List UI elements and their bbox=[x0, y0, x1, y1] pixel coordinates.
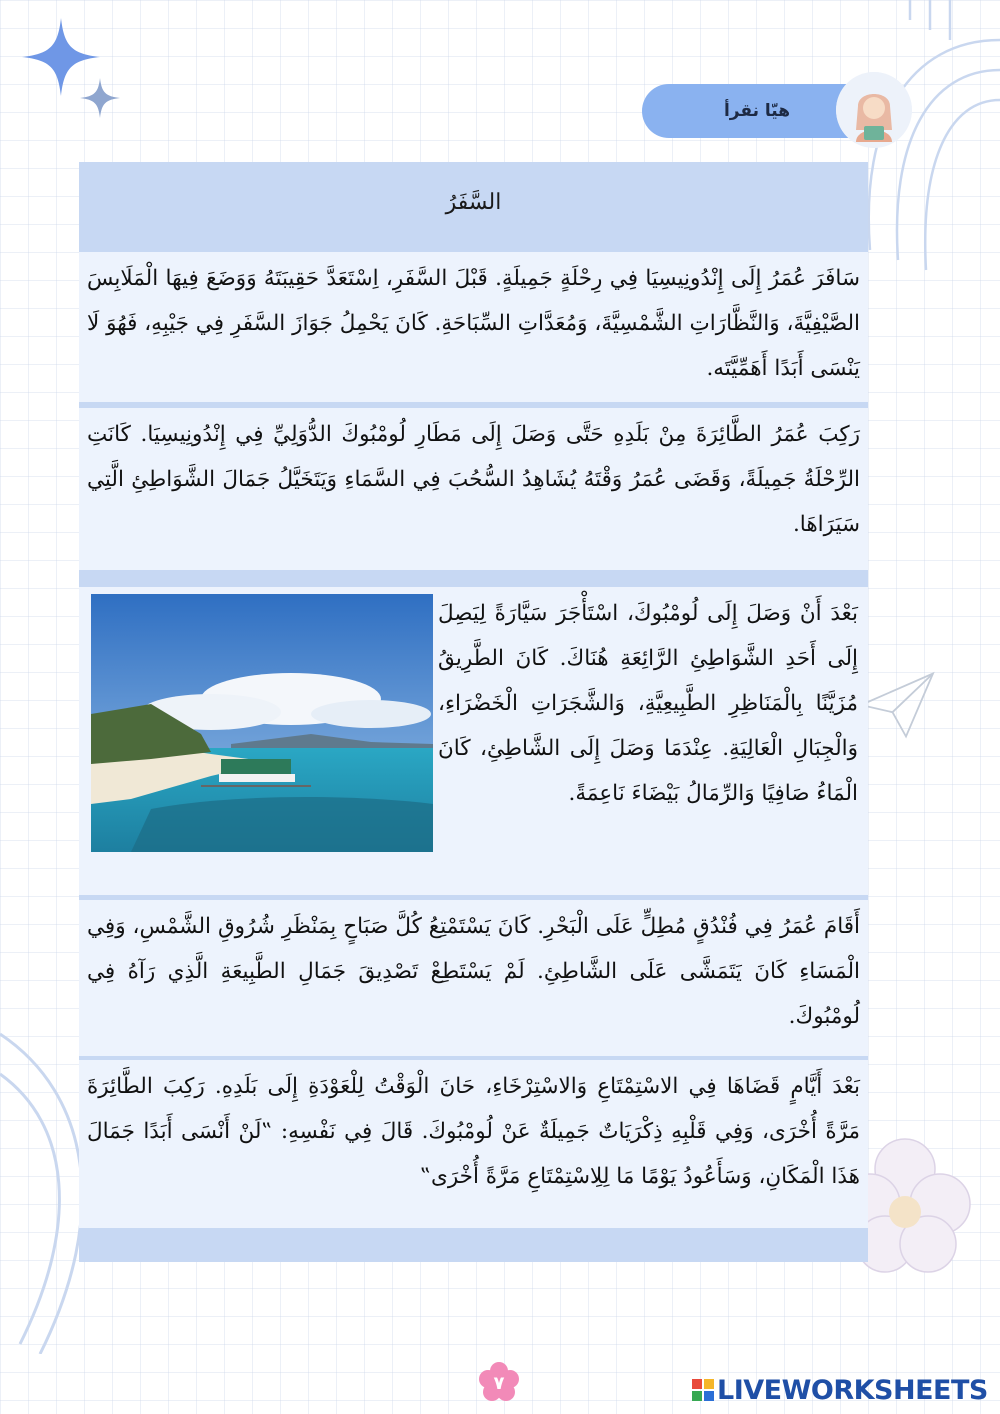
brand-name: LIVEWORKSHEETS bbox=[717, 1374, 988, 1406]
liveworksheets-logo-icon bbox=[692, 1379, 714, 1401]
paragraph: بَعْدَ أَنْ وَصَلَ إِلَى لُومْبُوكَ، اسْتَأْجَرَ سَيَّارَةً لِيَصِلَ إِلَى أَحَدِ الشَّوَاطِئِ الرَّائِعَةِ هُنَاكَ. كَانَ الطَّرِيقُ مُزَيَّنًا بِالْمَنَاظِرِ الطَّبِيعِيَّةِ، وَالشَّجَرَاتِ الْخَضْرَاءِ، وَالْجِبَالِ الْعَالِيَةِ. عِنْدَمَا وَصَلَ إِلَى الشَّاطِئِ، كَانَ الْمَاءُ صَافِيًا وَالرِّمَالُ بَيْضَاءَ نَاعِمَةً. bbox=[438, 601, 858, 806]
story-title: السَّفَرُ bbox=[445, 190, 502, 215]
brand-watermark bbox=[692, 1372, 988, 1408]
page-number: ٧ bbox=[493, 1373, 505, 1394]
reading-girl-avatar bbox=[836, 72, 912, 148]
sparkle-star-icon bbox=[80, 78, 120, 118]
paragraph: رَكِبَ عُمَرُ الطَّائِرَةَ مِنْ بَلَدِهِ حَتَّى وَصَلَ إِلَى مَطَارِ لُومْبُوكَ الدُّوَلِيِّ فِي إِنْدُونِيسِيَا. كَانَتِ الرِّحْلَةُ جَمِيلَةً، وَقَضَى عُمَرُ وَقْتَهُ يُشَاهِدُ السُّحُبَ فِي السَّمَاءِ وَيَتَخَيَّلُ جَمَالَ الشَّوَاطِئِ الَّتِي سَيَرَاهَا. bbox=[79, 408, 868, 570]
section-header-label: هيّا نقرأ bbox=[723, 101, 790, 121]
reading-girl-icon bbox=[836, 72, 912, 148]
paragraph: أَقَامَ عُمَرُ فِي فُنْدُقٍ مُطِلٍّ عَلَى الْبَحْرِ. كَانَ يَسْتَمْتِعُ كُلَّ صَبَاحٍ بِمَنْظَرِ شُرُوقِ الشَّمْسِ، وَفِي الْمَسَاءِ كَانَ يَتَمَشَّى عَلَى الشَّاطِئِ. لَمْ يَسْتَطِعْ تَصْدِيقَ جَمَالِ الطَّبِيعَةِ الَّذِي رَآهُ فِي لُومْبُوكَ. bbox=[79, 900, 868, 1056]
paragraph: سَافَرَ عُمَرُ إِلَى إِنْدُونِيسِيَا فِي رِحْلَةٍ جَمِيلَةٍ. قَبْلَ السَّفَرِ، اِسْتَعَدَّ حَقِيبَتَهُ وَوَضَعَ فِيهَا الْمَلَابِسَ الصَّيْفِيَّةَ، وَالنَّظَّارَاتِ الشَّمْسِيَّةَ، وَمُعَدَّاتِ السِّبَاحَةِ. كَانَ يَحْمِلُ جَوَازَ السَّفَرِ فِي جَيْبِهِ، فَهُوَ لَا يَنْسَى أَبَدًا أَهَمِّيَّتَه. bbox=[79, 252, 868, 402]
page-number-badge bbox=[479, 1362, 519, 1402]
paragraph: بَعْدَ أَيَّامٍ قَضَاهَا فِي الاسْتِمْتَاعِ وَالاسْتِرْخَاءِ، حَانَ الْوَقْتُ لِلْعَوْدَةِ إِلَى بَلَدِهِ. رَكِبَ الطَّائِرَةَ مَرَّةً أُخْرَى، وَفِي قَلْبِهِ ذِكْرَيَاتٌ جَمِيلَةٌ عَنْ لُومْبُوكَ. قَالَ فِي نَفْسِهِ: ‟لَنْ أَنْسَى أَبَدًا جَمَالَ هَذَا الْمَكَانِ، وَسَأَعُودُ يَوْمًا مَا لِلِاسْتِمْتَاعِ مَرَّةً أُخْرَى‟ bbox=[79, 1060, 868, 1228]
beach-boat-image bbox=[91, 594, 433, 852]
flower-badge-icon bbox=[479, 1362, 519, 1402]
beach-photo bbox=[91, 594, 433, 852]
story-panel bbox=[79, 162, 868, 1262]
